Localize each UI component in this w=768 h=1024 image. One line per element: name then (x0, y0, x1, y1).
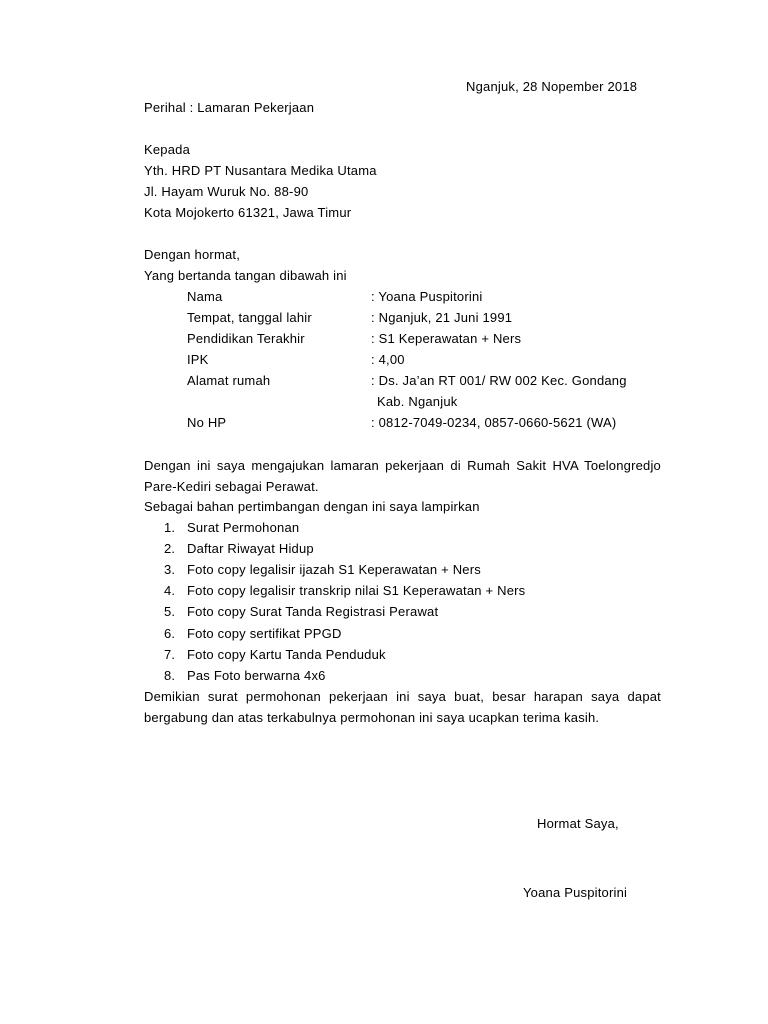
list-item-number: 1. (164, 520, 176, 535)
list-item-number: 5. (164, 604, 176, 619)
list-item-number: 2. (164, 541, 176, 556)
intro-line: Yang bertanda tangan dibawah ini (144, 268, 347, 283)
list-item-number: 3. (164, 562, 176, 577)
greeting: Dengan hormat, (144, 247, 241, 262)
list-item: Foto copy sertifikat PPGD (187, 626, 342, 641)
list-item-number: 6. (164, 626, 176, 641)
date-line: Nganjuk, 28 Nopember 2018 (466, 79, 638, 94)
phone-value: : 0812-7049-0234, 0857-0660-5621 (WA) (371, 415, 617, 430)
list-item-number: 8. (164, 668, 176, 683)
birth-value: : Nganjuk, 21 Juni 1991 (371, 310, 513, 325)
recipient-name: Yth. HRD PT Nusantara Medika Utama (144, 163, 377, 178)
list-item: Foto copy Kartu Tanda Penduduk (187, 647, 386, 662)
body-paragraph: Dengan ini saya mengajukan lamaran pekerjaan di Rumah Sakit HVA Toelongredjo Pare-Kediri sebagai Perawat. (144, 458, 661, 494)
list-item: Foto copy legalisir transkrip nilai S1 Keperawatan + Ners (187, 583, 526, 598)
signature-name: Yoana Puspitorini (523, 885, 628, 900)
education-value: : S1 Keperawatan + Ners (371, 331, 522, 346)
list-item-number: 7. (164, 647, 176, 662)
address-label: Alamat rumah (187, 373, 271, 388)
ipk-label: IPK (187, 352, 209, 367)
address-value-line1: : Ds. Ja’an RT 001/ RW 002 Kec. Gondang (371, 373, 627, 388)
recipient-city: Kota Mojokerto 61321, Jawa Timur (144, 205, 352, 220)
attachments-intro: Sebagai bahan pertimbangan dengan ini saya lampirkan (144, 499, 480, 514)
birth-label: Tempat, tanggal lahir (187, 310, 312, 325)
subject-line: Perihal : Lamaran Pekerjaan (144, 100, 315, 115)
closing-paragraph: Demikian surat permohonan pekerjaan ini saya buat, besar harapan saya dapat bergabung dan atas terkabulnya permohonan ini saya ucapkan terima kasih. (144, 689, 661, 725)
list-item: Foto copy Surat Tanda Registrasi Perawat (187, 604, 439, 619)
closing-salutation: Hormat Saya, (537, 816, 619, 831)
address-value-line2: Kab. Nganjuk (377, 394, 458, 409)
phone-label: No HP (187, 415, 227, 430)
education-label: Pendidikan Terakhir (187, 331, 305, 346)
name-label: Nama (187, 289, 223, 304)
list-item: Surat Permohonan (187, 520, 300, 535)
list-item: Daftar Riwayat Hidup (187, 541, 314, 556)
ipk-value: : 4,00 (371, 352, 405, 367)
recipient-street: Jl. Hayam Wuruk No. 88-90 (144, 184, 309, 199)
recipient-to: Kepada (144, 142, 191, 157)
list-item-number: 4. (164, 583, 176, 598)
name-value: : Yoana Puspitorini (371, 289, 483, 304)
list-item: Pas Foto berwarna 4x6 (187, 668, 326, 683)
list-item: Foto copy legalisir ijazah S1 Keperawatan + Ners (187, 562, 481, 577)
